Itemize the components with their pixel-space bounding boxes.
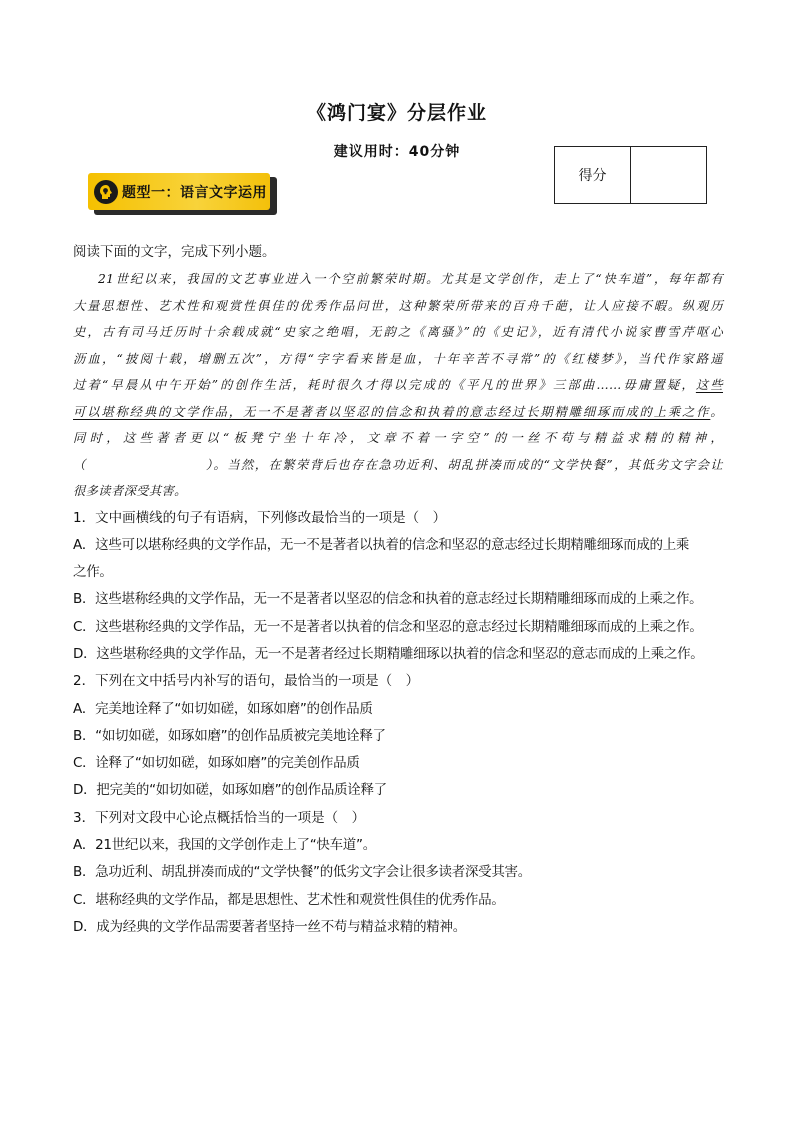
section-badge-label: 题型一：语言文字运用 xyxy=(122,184,267,201)
passage-line: 大量思想性、艺术性和观赏性俱佳的优秀作品问世，这种繁荣所带来的百舟千葩，让人应接不暇。纵观历 xyxy=(73,298,723,313)
head-lightbulb-icon xyxy=(94,180,118,204)
section-badge xyxy=(88,173,277,215)
passage-line: 沥血，“披阅十载，增删五次”，方得“字字看来皆是血，十年辛苦不寻常”的《红楼梦》，当代作家路遥 xyxy=(73,351,723,366)
passage-text: ）。当然，在繁荣背后也存在急功近利、胡乱拼凑而成的“文学快餐”，其低劣文字会让 xyxy=(204,457,723,472)
answer-option: D．把完美的“如切如磋，如琢如磨”的创作品质诠释了 xyxy=(73,782,387,799)
answer-option: B．“如切如磋，如琢如磨”的创作品质被完美地诠释了 xyxy=(73,727,386,744)
passage-line: 史，古有司马迁历时十余载成就“史家之绝唱，无韵之《离骚》”的《史记》，近有清代小说家曹雪芹呕心 xyxy=(73,325,723,339)
passage-line: 同时，这些著者更以“板凳宁坐十年冷，文章不着一字空”的一丝不苟与精益求精的精神， xyxy=(73,431,723,445)
instructions: 阅读下面的文字，完成下列小题。 xyxy=(73,244,276,260)
answer-option: B．这些堪称经典的文学作品，无一不是著者以坚忍的信念和执着的意志经过长期精雕细琢而成的上乘之作。 xyxy=(73,591,703,608)
underlined-sentence: 可以堪称经典的文学作品，无一不是著者以坚忍的信念和执着的意志经过长期精雕细琢而成的上乘之作 xyxy=(73,404,711,419)
passage-line xyxy=(73,452,723,479)
answer-option: B．急功近利、胡乱拼凑而成的“文学快餐”的低劣文字会让很多读者深受其害。 xyxy=(73,864,531,881)
passage-line: 21世纪以来，我国的文艺事业进入一个空前繁荣时期。尤其是文学创作，走上了“快车道”，每年都有 xyxy=(98,272,723,286)
passage-line xyxy=(73,399,723,426)
question-stem: 1．文中画横线的句子有语病，下列修改最恰当的一项是（ ） xyxy=(73,509,447,526)
suggested-time: 建议用时：40分钟 xyxy=(333,144,461,160)
answer-option: A．21世纪以来，我国的文学创作走上了“快车道”。 xyxy=(73,837,376,854)
answer-option: A．完美地诠释了“如切如磋，如琢如磨”的创作品质 xyxy=(73,700,373,717)
score-box xyxy=(554,146,707,204)
score-label: 得分 xyxy=(555,147,631,203)
badge-face xyxy=(88,173,270,210)
passage-line: 很多读者深受其害。 xyxy=(73,484,187,498)
document-body xyxy=(73,239,723,941)
fill-in-blank-open: （ xyxy=(73,457,87,472)
answer-option: D．这些堪称经典的文学作品，无一不是著者经过长期精雕细琢以执着的信念和坚忍的意志而成的上乘之作。 xyxy=(73,645,704,662)
passage-text: 过着“早晨从中午开始”的创作生活，耗时很久才得以完成的《平凡的世界》三部曲……毋庸置疑， xyxy=(73,378,696,392)
answer-option: C．这些堪称经典的文学作品，无一不是著者以执着的信念和坚忍的意志经过长期精雕细琢而成的上乘之作。 xyxy=(73,618,703,635)
question-stem: 2．下列在文中括号内补写的语句，最恰当的一项是（ ） xyxy=(73,673,420,690)
sentence-end-punct: 。 xyxy=(710,404,723,419)
passage-line xyxy=(73,372,723,399)
score-field[interactable] xyxy=(631,147,706,203)
underlined-sentence-start: 这些 xyxy=(695,378,723,392)
answer-option: 之作。 xyxy=(73,564,113,581)
question-stem: 3．下列对文段中心论点概括恰当的一项是（ ） xyxy=(73,809,366,826)
answer-option: A．这些可以堪称经典的文学作品，无一不是著者以执着的信念和坚忍的意志经过长期精雕细琢而成的上乘 xyxy=(73,536,690,553)
page-title: 《鸿门宴》分层作业 xyxy=(306,102,487,124)
answer-option: D．成为经典的文学作品需要著者坚持一丝不苟与精益求精的精神。 xyxy=(73,918,466,935)
answer-option: C．诠释了“如切如磋，如琢如磨”的完美创作品质 xyxy=(73,755,360,772)
answer-option: C．堪称经典的文学作品，都是思想性、艺术性和观赏性俱佳的优秀作品。 xyxy=(73,891,505,908)
